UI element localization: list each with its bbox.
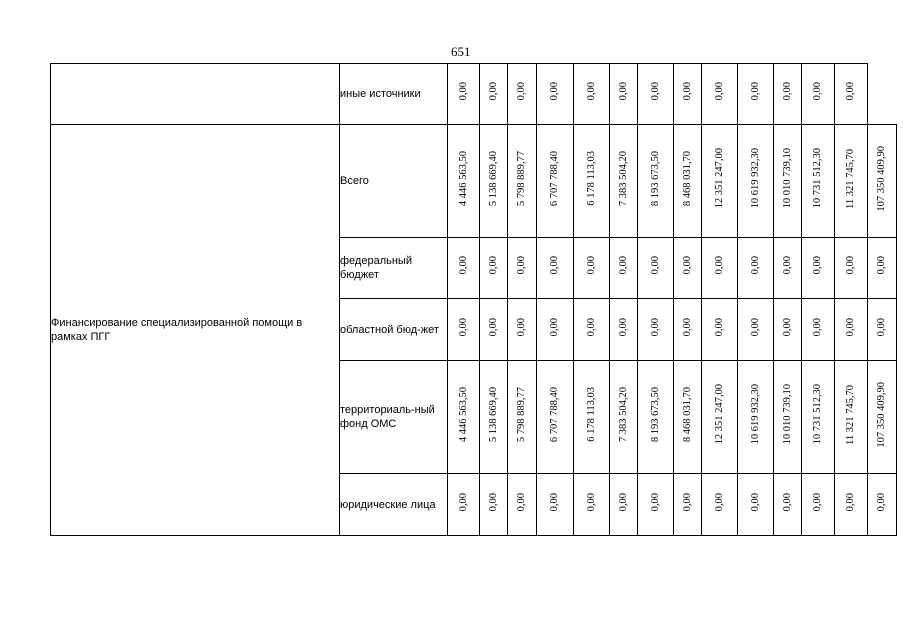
section-label: Финансирование специализированной помощи в рамках ПГГ [51, 125, 340, 536]
value-text: 0,00 [681, 492, 693, 512]
value-cell [702, 361, 738, 474]
value-text: 7 383 504,20 [617, 386, 629, 443]
value-cell [610, 238, 638, 299]
table-row [51, 125, 897, 238]
value-cell [480, 125, 508, 238]
value-text: 12 351 247,00 [713, 148, 725, 209]
value-text: 0,00 [812, 256, 823, 275]
value-text: 0,00 [487, 492, 499, 512]
value-cell [574, 474, 610, 536]
value-text: 0,00 [876, 317, 887, 337]
value-text: 10 731 512,30 [812, 384, 823, 445]
value-cell [638, 125, 674, 238]
value-text: 8 193 673,50 [649, 150, 661, 207]
value-cell [537, 238, 574, 299]
value-text: 0,00 [876, 492, 887, 512]
value-text: 10 619 932,30 [749, 148, 761, 209]
value-cell [610, 361, 638, 474]
value-text: 0,00 [585, 82, 597, 101]
value-cell [574, 238, 610, 299]
value-text: 10 731 512,30 [812, 148, 823, 209]
value-cell [702, 238, 738, 299]
value-text: 0,00 [749, 82, 761, 101]
value-text: 7 383 504,20 [617, 150, 629, 207]
value-cell [674, 299, 702, 361]
value-cell [774, 299, 802, 361]
value-text: 0,00 [781, 82, 793, 101]
value-text: 11 321 745,70 [845, 384, 856, 445]
value-text: 8 468 031,70 [681, 150, 693, 207]
value-text: 11 321 745,70 [845, 148, 856, 209]
value-text: 8 468 031,70 [681, 386, 693, 443]
value-cell [868, 299, 897, 361]
value-cell [448, 361, 480, 474]
value-cell [448, 299, 480, 361]
value-text: 0,00 [516, 317, 527, 337]
value-cell [638, 238, 674, 299]
source-cell: Всего [340, 125, 448, 238]
value-text: 0,00 [549, 492, 560, 512]
value-text: 5 138 669,40 [487, 150, 499, 207]
value-text: 0,00 [713, 82, 725, 101]
value-text: 0,00 [549, 317, 560, 337]
value-text: 0,00 [457, 492, 469, 512]
value-cell [537, 474, 574, 536]
value-text: 0,00 [549, 82, 560, 101]
value-cell [610, 299, 638, 361]
value-cell [537, 361, 574, 474]
value-text: 4 446 563,50 [457, 386, 469, 443]
value-cell [674, 361, 702, 474]
value-cell [774, 474, 802, 536]
value-cell [508, 125, 537, 238]
value-text: 10 010 739,10 [781, 384, 793, 445]
value-cell [702, 474, 738, 536]
value-cell [835, 361, 868, 474]
value-cell [835, 299, 868, 361]
value-cell [702, 125, 738, 238]
value-cell [638, 299, 674, 361]
value-cell [537, 125, 574, 238]
value-text: 0,00 [713, 256, 725, 275]
value-cell [802, 238, 835, 299]
value-text: 0,00 [585, 492, 597, 512]
value-cell [448, 125, 480, 238]
value-cell [508, 238, 537, 299]
value-cell [868, 125, 897, 238]
value-cell [835, 125, 868, 238]
value-text: 0,00 [649, 82, 661, 101]
value-text: 0,00 [713, 492, 725, 512]
value-text: 0,00 [487, 317, 499, 337]
value-cell [448, 64, 480, 125]
value-text: 0,00 [549, 256, 560, 275]
value-text: 6 707 788,40 [549, 386, 560, 443]
financing-table [50, 63, 897, 536]
value-cell [638, 361, 674, 474]
value-text: 0,00 [781, 256, 793, 275]
value-text: 0,00 [713, 317, 725, 337]
value-cell [480, 299, 508, 361]
value-cell [835, 238, 868, 299]
source-cell: областной бюд-жет [340, 299, 448, 361]
value-cell [508, 361, 537, 474]
table-body [51, 64, 897, 536]
value-text: 0,00 [812, 492, 823, 512]
value-cell [480, 361, 508, 474]
value-text: 0,00 [749, 317, 761, 337]
value-text: 0,00 [585, 317, 597, 337]
value-text: 5 138 669,40 [487, 386, 499, 443]
value-cell [508, 299, 537, 361]
value-cell [774, 238, 802, 299]
value-cell [702, 299, 738, 361]
value-cell [508, 474, 537, 536]
value-cell [610, 64, 638, 125]
value-cell [868, 474, 897, 536]
value-text: 8 193 673,50 [649, 386, 661, 443]
value-text: 0,00 [617, 492, 629, 512]
value-cell [448, 238, 480, 299]
value-cell [574, 64, 610, 125]
value-text: 0,00 [749, 492, 761, 512]
value-text: 10 010 739,10 [781, 148, 793, 209]
value-cell [480, 238, 508, 299]
value-text: 107 350 409,90 [876, 381, 887, 448]
value-text: 0,00 [681, 317, 693, 337]
value-text: 0,00 [649, 317, 661, 337]
value-text: 0,00 [487, 82, 499, 101]
value-cell [802, 64, 835, 125]
value-cell [774, 125, 802, 238]
page-number: 651 [451, 44, 471, 59]
empty-label-cell [51, 64, 340, 125]
value-cell [738, 361, 774, 474]
value-text: 0,00 [457, 256, 469, 275]
value-text: 0,00 [681, 256, 693, 275]
value-text: 4 446 563,50 [457, 150, 469, 207]
value-cell [868, 361, 897, 474]
value-cell [574, 361, 610, 474]
value-cell [738, 299, 774, 361]
value-text: 0,00 [457, 82, 469, 101]
value-text: 0,00 [457, 317, 469, 337]
value-text: 0,00 [617, 256, 629, 275]
value-cell [702, 64, 738, 125]
value-cell [537, 299, 574, 361]
value-text: 0,00 [845, 492, 856, 512]
value-text: 6 178 113,03 [585, 151, 597, 206]
value-text: 0,00 [681, 82, 693, 101]
source-cell: территориаль-ный фонд ОМС [340, 361, 448, 474]
value-cell [610, 125, 638, 238]
value-cell [480, 64, 508, 125]
value-text: 0,00 [812, 82, 823, 101]
value-text: 0,00 [845, 256, 856, 275]
value-cell [508, 64, 537, 125]
value-cell [802, 299, 835, 361]
value-text: 0,00 [516, 256, 527, 275]
value-cell [802, 474, 835, 536]
source-cell: юридические лица [340, 474, 448, 536]
value-cell [574, 125, 610, 238]
source-cell: федеральный бюджет [340, 238, 448, 299]
value-cell [448, 474, 480, 536]
value-cell [738, 238, 774, 299]
value-text: 0,00 [749, 256, 761, 275]
value-text: 5 798 889,77 [516, 150, 527, 207]
value-cell [774, 361, 802, 474]
value-cell [638, 64, 674, 125]
value-cell [674, 474, 702, 536]
value-cell [835, 64, 868, 125]
value-cell [674, 64, 702, 125]
value-text: 0,00 [516, 82, 527, 101]
value-cell [738, 125, 774, 238]
value-text: 0,00 [845, 82, 856, 101]
value-text: 12 351 247,00 [713, 384, 725, 445]
value-cell [738, 474, 774, 536]
value-text: 0,00 [487, 256, 499, 275]
value-text: 0,00 [876, 256, 887, 275]
value-cell [774, 64, 802, 125]
value-cell [835, 474, 868, 536]
value-cell [610, 474, 638, 536]
value-text: 5 798 889,77 [516, 386, 527, 443]
value-cell [868, 238, 897, 299]
table-row [51, 64, 897, 125]
value-text: 0,00 [845, 317, 856, 337]
value-text: 0,00 [649, 492, 661, 512]
value-cell [738, 64, 774, 125]
value-text: 0,00 [781, 492, 793, 512]
value-cell [674, 125, 702, 238]
value-text: 10 619 932,30 [749, 384, 761, 445]
source-cell: иные источники [340, 64, 448, 125]
value-cell [574, 299, 610, 361]
value-text: 0,00 [617, 317, 629, 337]
value-cell [674, 238, 702, 299]
value-text: 6 178 113,03 [585, 387, 597, 442]
value-text: 0,00 [781, 317, 793, 337]
value-text: 0,00 [585, 256, 597, 275]
value-cell [638, 474, 674, 536]
value-cell [537, 64, 574, 125]
value-cell [480, 474, 508, 536]
value-text: 0,00 [617, 82, 629, 101]
value-text: 0,00 [812, 317, 823, 337]
value-text: 107 350 409,90 [876, 145, 887, 212]
value-cell [802, 125, 835, 238]
value-text: 0,00 [516, 492, 527, 512]
value-cell [802, 361, 835, 474]
value-text: 0,00 [649, 256, 661, 275]
value-text: 6 707 788,40 [549, 150, 560, 207]
